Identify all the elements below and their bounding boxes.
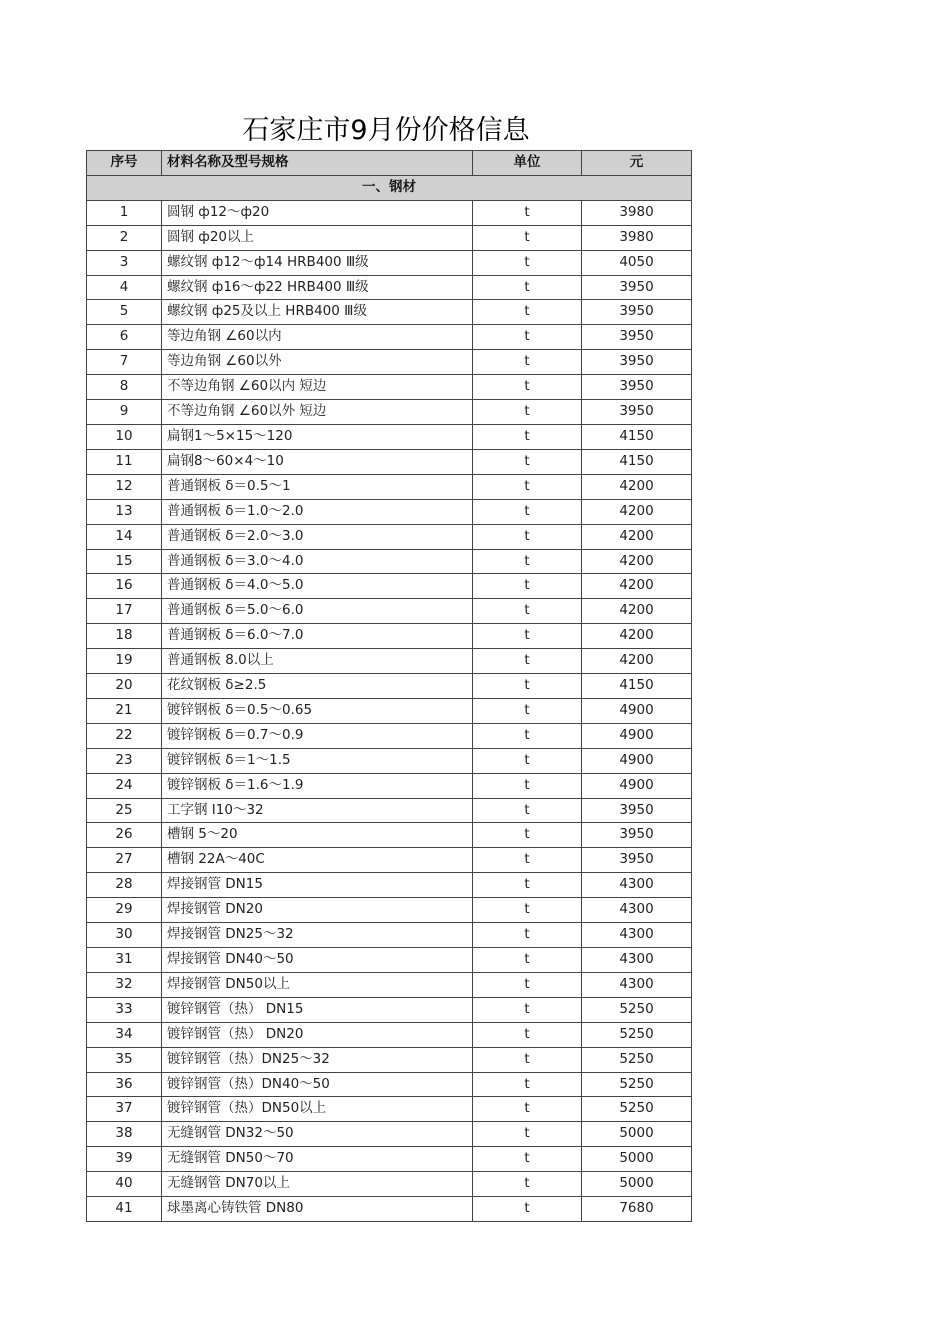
row-price: 3950 xyxy=(582,325,692,350)
row-material-name: 焊接钢管 DN50以上 xyxy=(162,972,473,997)
row-unit: t xyxy=(473,300,582,325)
row-unit: t xyxy=(473,972,582,997)
row-number: 12 xyxy=(87,474,162,499)
row-price: 5250 xyxy=(582,1072,692,1097)
row-price: 3950 xyxy=(582,848,692,873)
row-number: 33 xyxy=(87,997,162,1022)
row-material-name: 普通钢板 δ＝5.0～6.0 xyxy=(162,599,473,624)
row-price: 3950 xyxy=(582,823,692,848)
row-number: 36 xyxy=(87,1072,162,1097)
row-unit: t xyxy=(473,674,582,699)
table-row xyxy=(87,1122,692,1147)
table-row xyxy=(87,225,692,250)
row-material-name: 普通钢板 δ＝2.0～3.0 xyxy=(162,524,473,549)
price-table xyxy=(86,150,692,1222)
table-row xyxy=(87,848,692,873)
row-material-name: 无缝钢管 DN70以上 xyxy=(162,1172,473,1197)
table-row xyxy=(87,599,692,624)
header-name: 材料名称及型号规格 xyxy=(162,151,473,176)
row-material-name: 花纹钢板 δ≥2.5 xyxy=(162,674,473,699)
page-title: 石家庄市9月份价格信息 xyxy=(242,115,530,146)
row-material-name: 螺纹钢 ф25及以上 HRB400 Ⅲ级 xyxy=(162,300,473,325)
row-material-name: 普通钢板 δ＝6.0～7.0 xyxy=(162,624,473,649)
row-material-name: 镀锌钢板 δ＝1～1.5 xyxy=(162,748,473,773)
row-price: 5000 xyxy=(582,1172,692,1197)
table-row xyxy=(87,549,692,574)
row-unit: t xyxy=(473,574,582,599)
row-unit: t xyxy=(473,350,582,375)
row-unit: t xyxy=(473,823,582,848)
row-unit: t xyxy=(473,225,582,250)
row-number: 19 xyxy=(87,649,162,674)
row-material-name: 不等边角钢 ∠60以内 短边 xyxy=(162,375,473,400)
row-material-name: 螺纹钢 ф12～ф14 HRB400 Ⅲ级 xyxy=(162,250,473,275)
row-unit: t xyxy=(473,1097,582,1122)
row-number: 13 xyxy=(87,499,162,524)
table-row xyxy=(87,948,692,973)
row-unit: t xyxy=(473,649,582,674)
row-price: 4200 xyxy=(582,574,692,599)
row-number: 5 xyxy=(87,300,162,325)
row-price: 4300 xyxy=(582,923,692,948)
row-unit: t xyxy=(473,1172,582,1197)
row-unit: t xyxy=(473,474,582,499)
row-unit: t xyxy=(473,424,582,449)
row-material-name: 等边角钢 ∠60以外 xyxy=(162,350,473,375)
row-unit: t xyxy=(473,748,582,773)
header-price: 元 xyxy=(582,151,692,176)
row-number: 29 xyxy=(87,898,162,923)
row-unit: t xyxy=(473,549,582,574)
row-unit: t xyxy=(473,923,582,948)
row-number: 40 xyxy=(87,1172,162,1197)
table-row xyxy=(87,773,692,798)
table-row xyxy=(87,524,692,549)
row-number: 27 xyxy=(87,848,162,873)
row-price: 4900 xyxy=(582,723,692,748)
row-material-name: 圆钢 ф12～ф20 xyxy=(162,200,473,225)
row-number: 25 xyxy=(87,798,162,823)
row-unit: t xyxy=(473,997,582,1022)
row-price: 4900 xyxy=(582,748,692,773)
row-number: 26 xyxy=(87,823,162,848)
row-number: 6 xyxy=(87,325,162,350)
row-material-name: 槽钢 22A～40C xyxy=(162,848,473,873)
row-price: 4200 xyxy=(582,599,692,624)
table-row xyxy=(87,424,692,449)
row-unit: t xyxy=(473,1122,582,1147)
row-unit: t xyxy=(473,798,582,823)
row-price: 3950 xyxy=(582,798,692,823)
row-number: 30 xyxy=(87,923,162,948)
row-material-name: 普通钢板 δ＝0.5～1 xyxy=(162,474,473,499)
row-number: 14 xyxy=(87,524,162,549)
row-number: 20 xyxy=(87,674,162,699)
row-unit: t xyxy=(473,773,582,798)
row-material-name: 普通钢板 δ＝4.0～5.0 xyxy=(162,574,473,599)
row-material-name: 无缝钢管 DN50～70 xyxy=(162,1147,473,1172)
table-row xyxy=(87,624,692,649)
row-material-name: 无缝钢管 DN32～50 xyxy=(162,1122,473,1147)
row-price: 4300 xyxy=(582,948,692,973)
table-row xyxy=(87,1172,692,1197)
row-material-name: 螺纹钢 ф16～ф22 HRB400 Ⅲ级 xyxy=(162,275,473,300)
row-material-name: 焊接钢管 DN20 xyxy=(162,898,473,923)
row-material-name: 镀锌钢板 δ＝0.7～0.9 xyxy=(162,723,473,748)
row-unit: t xyxy=(473,524,582,549)
table-row xyxy=(87,200,692,225)
row-price: 5250 xyxy=(582,1097,692,1122)
table-row xyxy=(87,1047,692,1072)
row-unit: t xyxy=(473,200,582,225)
row-price: 4050 xyxy=(582,250,692,275)
row-unit: t xyxy=(473,624,582,649)
row-material-name: 焊接钢管 DN40～50 xyxy=(162,948,473,973)
row-number: 41 xyxy=(87,1197,162,1222)
row-unit: t xyxy=(473,275,582,300)
table-row xyxy=(87,449,692,474)
row-number: 8 xyxy=(87,375,162,400)
row-price: 7680 xyxy=(582,1197,692,1222)
table-row xyxy=(87,250,692,275)
row-unit: t xyxy=(473,1072,582,1097)
table-row xyxy=(87,972,692,997)
section-row xyxy=(87,175,692,200)
row-price: 4300 xyxy=(582,873,692,898)
table-row xyxy=(87,748,692,773)
row-material-name: 镀锌钢板 δ＝1.6～1.9 xyxy=(162,773,473,798)
row-number: 39 xyxy=(87,1147,162,1172)
row-number: 34 xyxy=(87,1022,162,1047)
row-price: 3950 xyxy=(582,400,692,425)
row-material-name: 普通钢板 δ＝1.0～2.0 xyxy=(162,499,473,524)
table-row xyxy=(87,898,692,923)
row-unit: t xyxy=(473,848,582,873)
row-unit: t xyxy=(473,1047,582,1072)
header-unit: 单位 xyxy=(473,151,582,176)
row-price: 5250 xyxy=(582,997,692,1022)
table-row xyxy=(87,798,692,823)
row-number: 23 xyxy=(87,748,162,773)
row-price: 4200 xyxy=(582,474,692,499)
table-row xyxy=(87,325,692,350)
row-price: 4900 xyxy=(582,773,692,798)
row-price: 3950 xyxy=(582,300,692,325)
row-number: 18 xyxy=(87,624,162,649)
row-unit: t xyxy=(473,499,582,524)
table-row xyxy=(87,923,692,948)
row-price: 4200 xyxy=(582,624,692,649)
table-row xyxy=(87,574,692,599)
row-material-name: 槽钢 5～20 xyxy=(162,823,473,848)
row-unit: t xyxy=(473,400,582,425)
row-price: 3950 xyxy=(582,375,692,400)
row-material-name: 镀锌钢板 δ＝0.5～0.65 xyxy=(162,698,473,723)
row-unit: t xyxy=(473,1022,582,1047)
row-number: 9 xyxy=(87,400,162,425)
table-row xyxy=(87,474,692,499)
row-number: 10 xyxy=(87,424,162,449)
row-number: 31 xyxy=(87,948,162,973)
section-label: 一、钢材 xyxy=(87,175,692,200)
row-price: 4150 xyxy=(582,424,692,449)
row-number: 32 xyxy=(87,972,162,997)
row-number: 2 xyxy=(87,225,162,250)
row-material-name: 镀锌钢管（热）DN50以上 xyxy=(162,1097,473,1122)
row-material-name: 镀锌钢管（热）DN25～32 xyxy=(162,1047,473,1072)
row-price: 4200 xyxy=(582,649,692,674)
table-row xyxy=(87,649,692,674)
row-number: 17 xyxy=(87,599,162,624)
row-material-name: 焊接钢管 DN25～32 xyxy=(162,923,473,948)
row-material-name: 球墨离心铸铁管 DN80 xyxy=(162,1197,473,1222)
table-row xyxy=(87,997,692,1022)
row-number: 16 xyxy=(87,574,162,599)
table-row xyxy=(87,1022,692,1047)
row-number: 21 xyxy=(87,698,162,723)
table-row xyxy=(87,674,692,699)
table-row xyxy=(87,1147,692,1172)
row-price: 3950 xyxy=(582,350,692,375)
row-price: 4150 xyxy=(582,674,692,699)
row-material-name: 焊接钢管 DN15 xyxy=(162,873,473,898)
row-number: 24 xyxy=(87,773,162,798)
table-row xyxy=(87,1072,692,1097)
row-material-name: 镀锌钢管（热）DN40～50 xyxy=(162,1072,473,1097)
row-number: 11 xyxy=(87,449,162,474)
row-material-name: 普通钢板 δ＝3.0～4.0 xyxy=(162,549,473,574)
row-unit: t xyxy=(473,1197,582,1222)
table-row xyxy=(87,499,692,524)
header-no: 序号 xyxy=(87,151,162,176)
table-row xyxy=(87,275,692,300)
row-number: 35 xyxy=(87,1047,162,1072)
row-number: 7 xyxy=(87,350,162,375)
table-row xyxy=(87,400,692,425)
row-material-name: 普通钢板 8.0以上 xyxy=(162,649,473,674)
row-price: 3980 xyxy=(582,200,692,225)
row-unit: t xyxy=(473,723,582,748)
table-row xyxy=(87,698,692,723)
row-price: 4300 xyxy=(582,898,692,923)
table-row xyxy=(87,1197,692,1222)
row-unit: t xyxy=(473,873,582,898)
row-material-name: 等边角钢 ∠60以内 xyxy=(162,325,473,350)
row-unit: t xyxy=(473,599,582,624)
table-row xyxy=(87,375,692,400)
row-price: 4900 xyxy=(582,698,692,723)
row-price: 3980 xyxy=(582,225,692,250)
header-row xyxy=(87,151,692,176)
row-unit: t xyxy=(473,948,582,973)
table-row xyxy=(87,300,692,325)
row-material-name: 圆钢 ф20以上 xyxy=(162,225,473,250)
row-price: 5250 xyxy=(582,1047,692,1072)
row-material-name: 不等边角钢 ∠60以外 短边 xyxy=(162,400,473,425)
row-unit: t xyxy=(473,325,582,350)
row-material-name: 工字钢 Ⅰ10～32 xyxy=(162,798,473,823)
row-price: 3950 xyxy=(582,275,692,300)
row-price: 4200 xyxy=(582,524,692,549)
row-material-name: 镀锌钢管（热） DN20 xyxy=(162,1022,473,1047)
row-price: 4300 xyxy=(582,972,692,997)
row-material-name: 扁钢8～60×4～10 xyxy=(162,449,473,474)
row-number: 37 xyxy=(87,1097,162,1122)
table-body xyxy=(87,175,692,1221)
row-price: 4150 xyxy=(582,449,692,474)
row-number: 4 xyxy=(87,275,162,300)
row-unit: t xyxy=(473,698,582,723)
table-row xyxy=(87,873,692,898)
table-row xyxy=(87,723,692,748)
row-number: 15 xyxy=(87,549,162,574)
row-number: 22 xyxy=(87,723,162,748)
table-row xyxy=(87,823,692,848)
row-unit: t xyxy=(473,449,582,474)
table-row xyxy=(87,1097,692,1122)
row-unit: t xyxy=(473,375,582,400)
row-price: 5000 xyxy=(582,1147,692,1172)
row-unit: t xyxy=(473,898,582,923)
table-row xyxy=(87,350,692,375)
row-number: 38 xyxy=(87,1122,162,1147)
row-number: 3 xyxy=(87,250,162,275)
row-price: 4200 xyxy=(582,499,692,524)
row-material-name: 扁钢1～5×15～120 xyxy=(162,424,473,449)
row-material-name: 镀锌钢管（热） DN15 xyxy=(162,997,473,1022)
row-price: 4200 xyxy=(582,549,692,574)
row-number: 28 xyxy=(87,873,162,898)
row-unit: t xyxy=(473,250,582,275)
row-number: 1 xyxy=(87,200,162,225)
row-price: 5250 xyxy=(582,1022,692,1047)
row-unit: t xyxy=(473,1147,582,1172)
row-price: 5000 xyxy=(582,1122,692,1147)
